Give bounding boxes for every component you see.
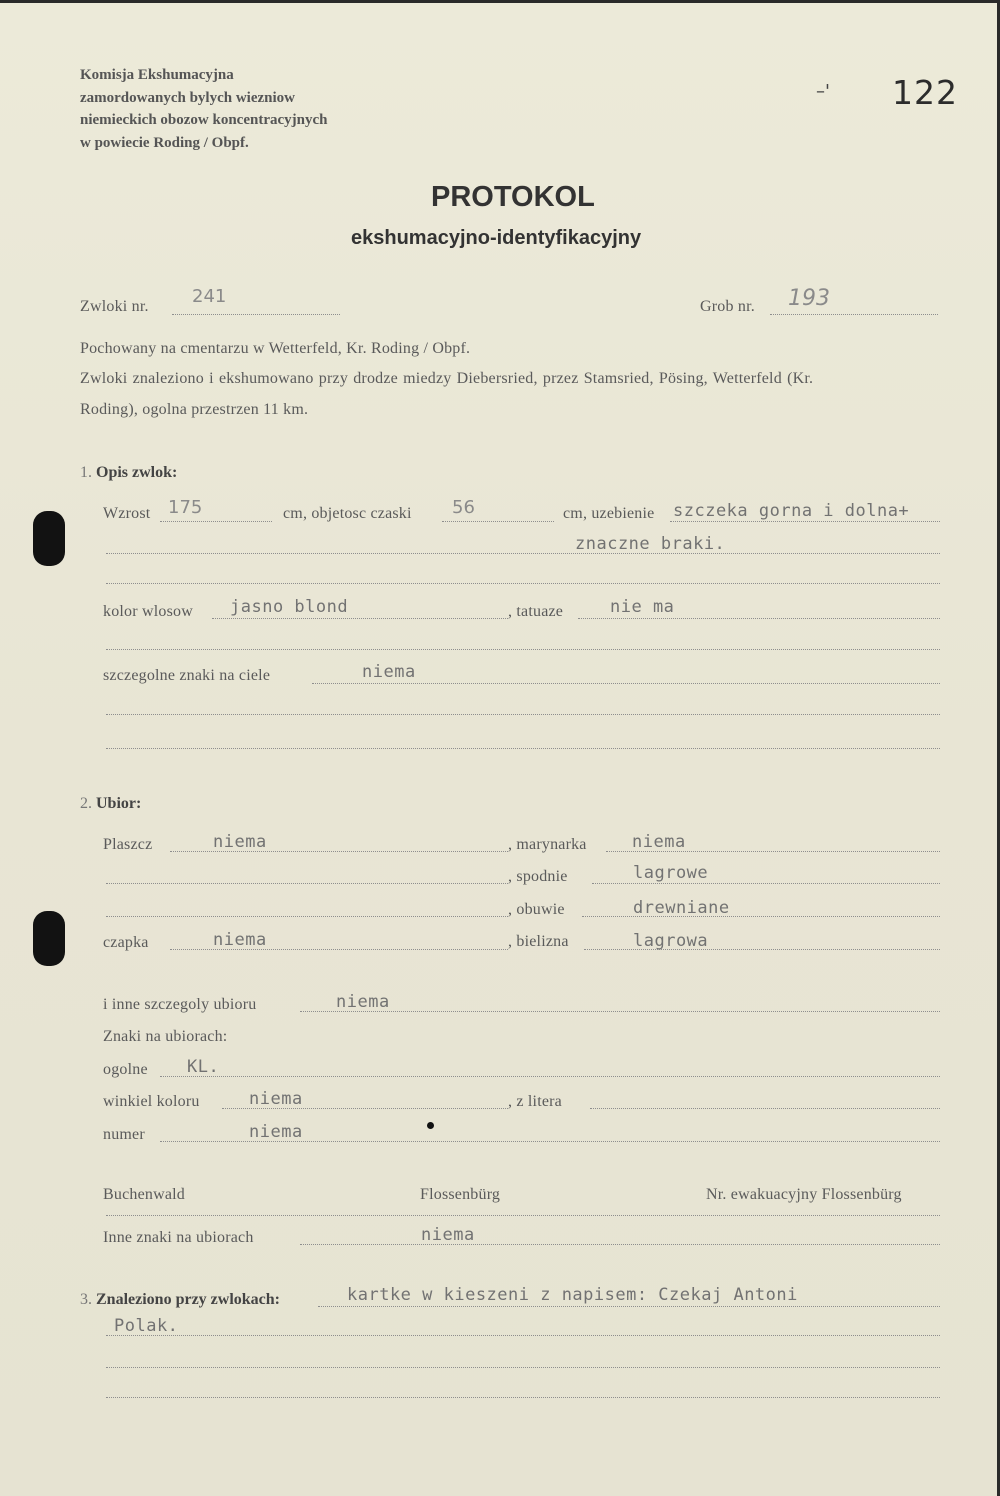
section-2-heading bbox=[80, 795, 141, 813]
cm-teeth-label: cm, uzebienie bbox=[563, 505, 655, 522]
shoes-label: , obuwie bbox=[508, 901, 565, 918]
triangle-color-value: niema bbox=[249, 1089, 303, 1109]
section-1-number: 1. bbox=[80, 464, 92, 481]
other-clothing-marks-label: Inne znaki na ubiorach bbox=[103, 1229, 254, 1246]
found-items-value: kartke w kieszeni z napisem: Czekaj Antoni bbox=[347, 1285, 798, 1305]
clothing-marks-label: Znaki na ubiorach: bbox=[103, 1028, 228, 1045]
jacket-label: , marynarka bbox=[508, 836, 587, 853]
underwear-value: lagrowa bbox=[633, 931, 709, 951]
section-3-title: Znaleziono przy zwlokach: bbox=[96, 1291, 280, 1308]
tattoo-label: , tatuaze bbox=[508, 603, 564, 620]
found-items-value-continued: Polak. bbox=[114, 1316, 179, 1336]
punch-hole-top bbox=[33, 511, 65, 566]
section-3-number: 3. bbox=[80, 1291, 92, 1308]
other-clothing-marks-value: niema bbox=[421, 1225, 475, 1245]
grave-number-label: Grob nr. bbox=[700, 298, 755, 315]
cm-skull-label: cm, objetosc czaski bbox=[283, 505, 412, 522]
body-marks-value: niema bbox=[362, 662, 416, 682]
other-clothing-label: i inne szczegoly ubioru bbox=[103, 996, 257, 1013]
burial-line-3: Roding), ogolna przestrzen 11 km. bbox=[80, 401, 309, 418]
letter-label: , z litera bbox=[508, 1093, 562, 1110]
height-value: 175 bbox=[168, 497, 203, 518]
prisoner-number-value: niema bbox=[249, 1122, 303, 1142]
tattoo-value: nie ma bbox=[610, 597, 675, 617]
other-clothing-value: niema bbox=[336, 992, 390, 1012]
punch-hole-bottom bbox=[33, 911, 65, 966]
trousers-label: , spodnie bbox=[508, 868, 568, 885]
evacuation-number-label: Nr. ewakuacyjny Flossenbürg bbox=[706, 1186, 902, 1203]
burial-line-1: Pochowany na cmentarzu w Wetterfeld, Kr. Roding / Obpf. bbox=[80, 340, 471, 357]
body-marks-label: szczegolne znaki na ciele bbox=[103, 667, 271, 684]
section-2-title: Ubior: bbox=[96, 795, 142, 812]
coat-label: Plaszcz bbox=[103, 836, 153, 853]
cap-value: niema bbox=[213, 930, 267, 950]
body-number-label: Zwloki nr. bbox=[80, 298, 149, 315]
page-number: 122 bbox=[892, 73, 958, 112]
trousers-value: lagrowe bbox=[633, 863, 709, 883]
section-2-number: 2. bbox=[80, 795, 92, 812]
prisoner-number-label: numer bbox=[103, 1126, 145, 1143]
header-line-3: niemieckich obozow koncentracyjnych bbox=[80, 112, 328, 128]
hair-color-value: jasno blond bbox=[230, 597, 349, 617]
protocol-title: PROTOKOL bbox=[431, 181, 595, 213]
camp-flossenburg-label: Flossenbürg bbox=[420, 1186, 501, 1203]
header-line-2: zamordowanych bylych wiezniow bbox=[80, 89, 295, 106]
protocol-subtitle: ekshumacyjno-identyfikacyjny bbox=[351, 227, 642, 249]
grave-number-value: 193 bbox=[788, 286, 830, 311]
general-marks-value: KL. bbox=[187, 1057, 220, 1077]
teeth-value: szczeka gorna i dolna+ bbox=[673, 501, 910, 521]
teeth-value-continued: znaczne braki. bbox=[575, 534, 726, 554]
page-mark: –' bbox=[816, 81, 830, 102]
section-1-heading bbox=[80, 464, 177, 482]
header-line-4: w powiecie Roding / Obpf. bbox=[80, 134, 249, 151]
triangle-color-label: winkiel koloru bbox=[103, 1093, 200, 1110]
body-number-value: 241 bbox=[192, 286, 227, 307]
burial-line-2: Zwloki znaleziono i ekshumowano przy drodze miedzy Diebersried, przez Stamsried, Pösing, Wetterfeld (Kr. bbox=[80, 370, 814, 387]
section-3-heading bbox=[80, 1291, 280, 1309]
hair-color-label: kolor wlosow bbox=[103, 603, 193, 620]
jacket-value: niema bbox=[632, 832, 686, 852]
camp-buchenwald-label: Buchenwald bbox=[103, 1186, 185, 1203]
height-label: Wzrost bbox=[103, 505, 151, 522]
general-marks-label: ogolne bbox=[103, 1061, 148, 1078]
shoes-value: drewniane bbox=[633, 898, 730, 918]
cap-label: czapka bbox=[103, 934, 149, 951]
coat-value: niema bbox=[213, 832, 267, 852]
underwear-label: , bielizna bbox=[508, 933, 569, 950]
header-line-1: Komisja Ekshumacyjna bbox=[80, 67, 234, 83]
commission-header bbox=[80, 64, 327, 154]
skull-value: 56 bbox=[452, 497, 475, 518]
section-1-title: Opis zwlok: bbox=[96, 464, 178, 481]
ink-spot bbox=[427, 1122, 434, 1129]
